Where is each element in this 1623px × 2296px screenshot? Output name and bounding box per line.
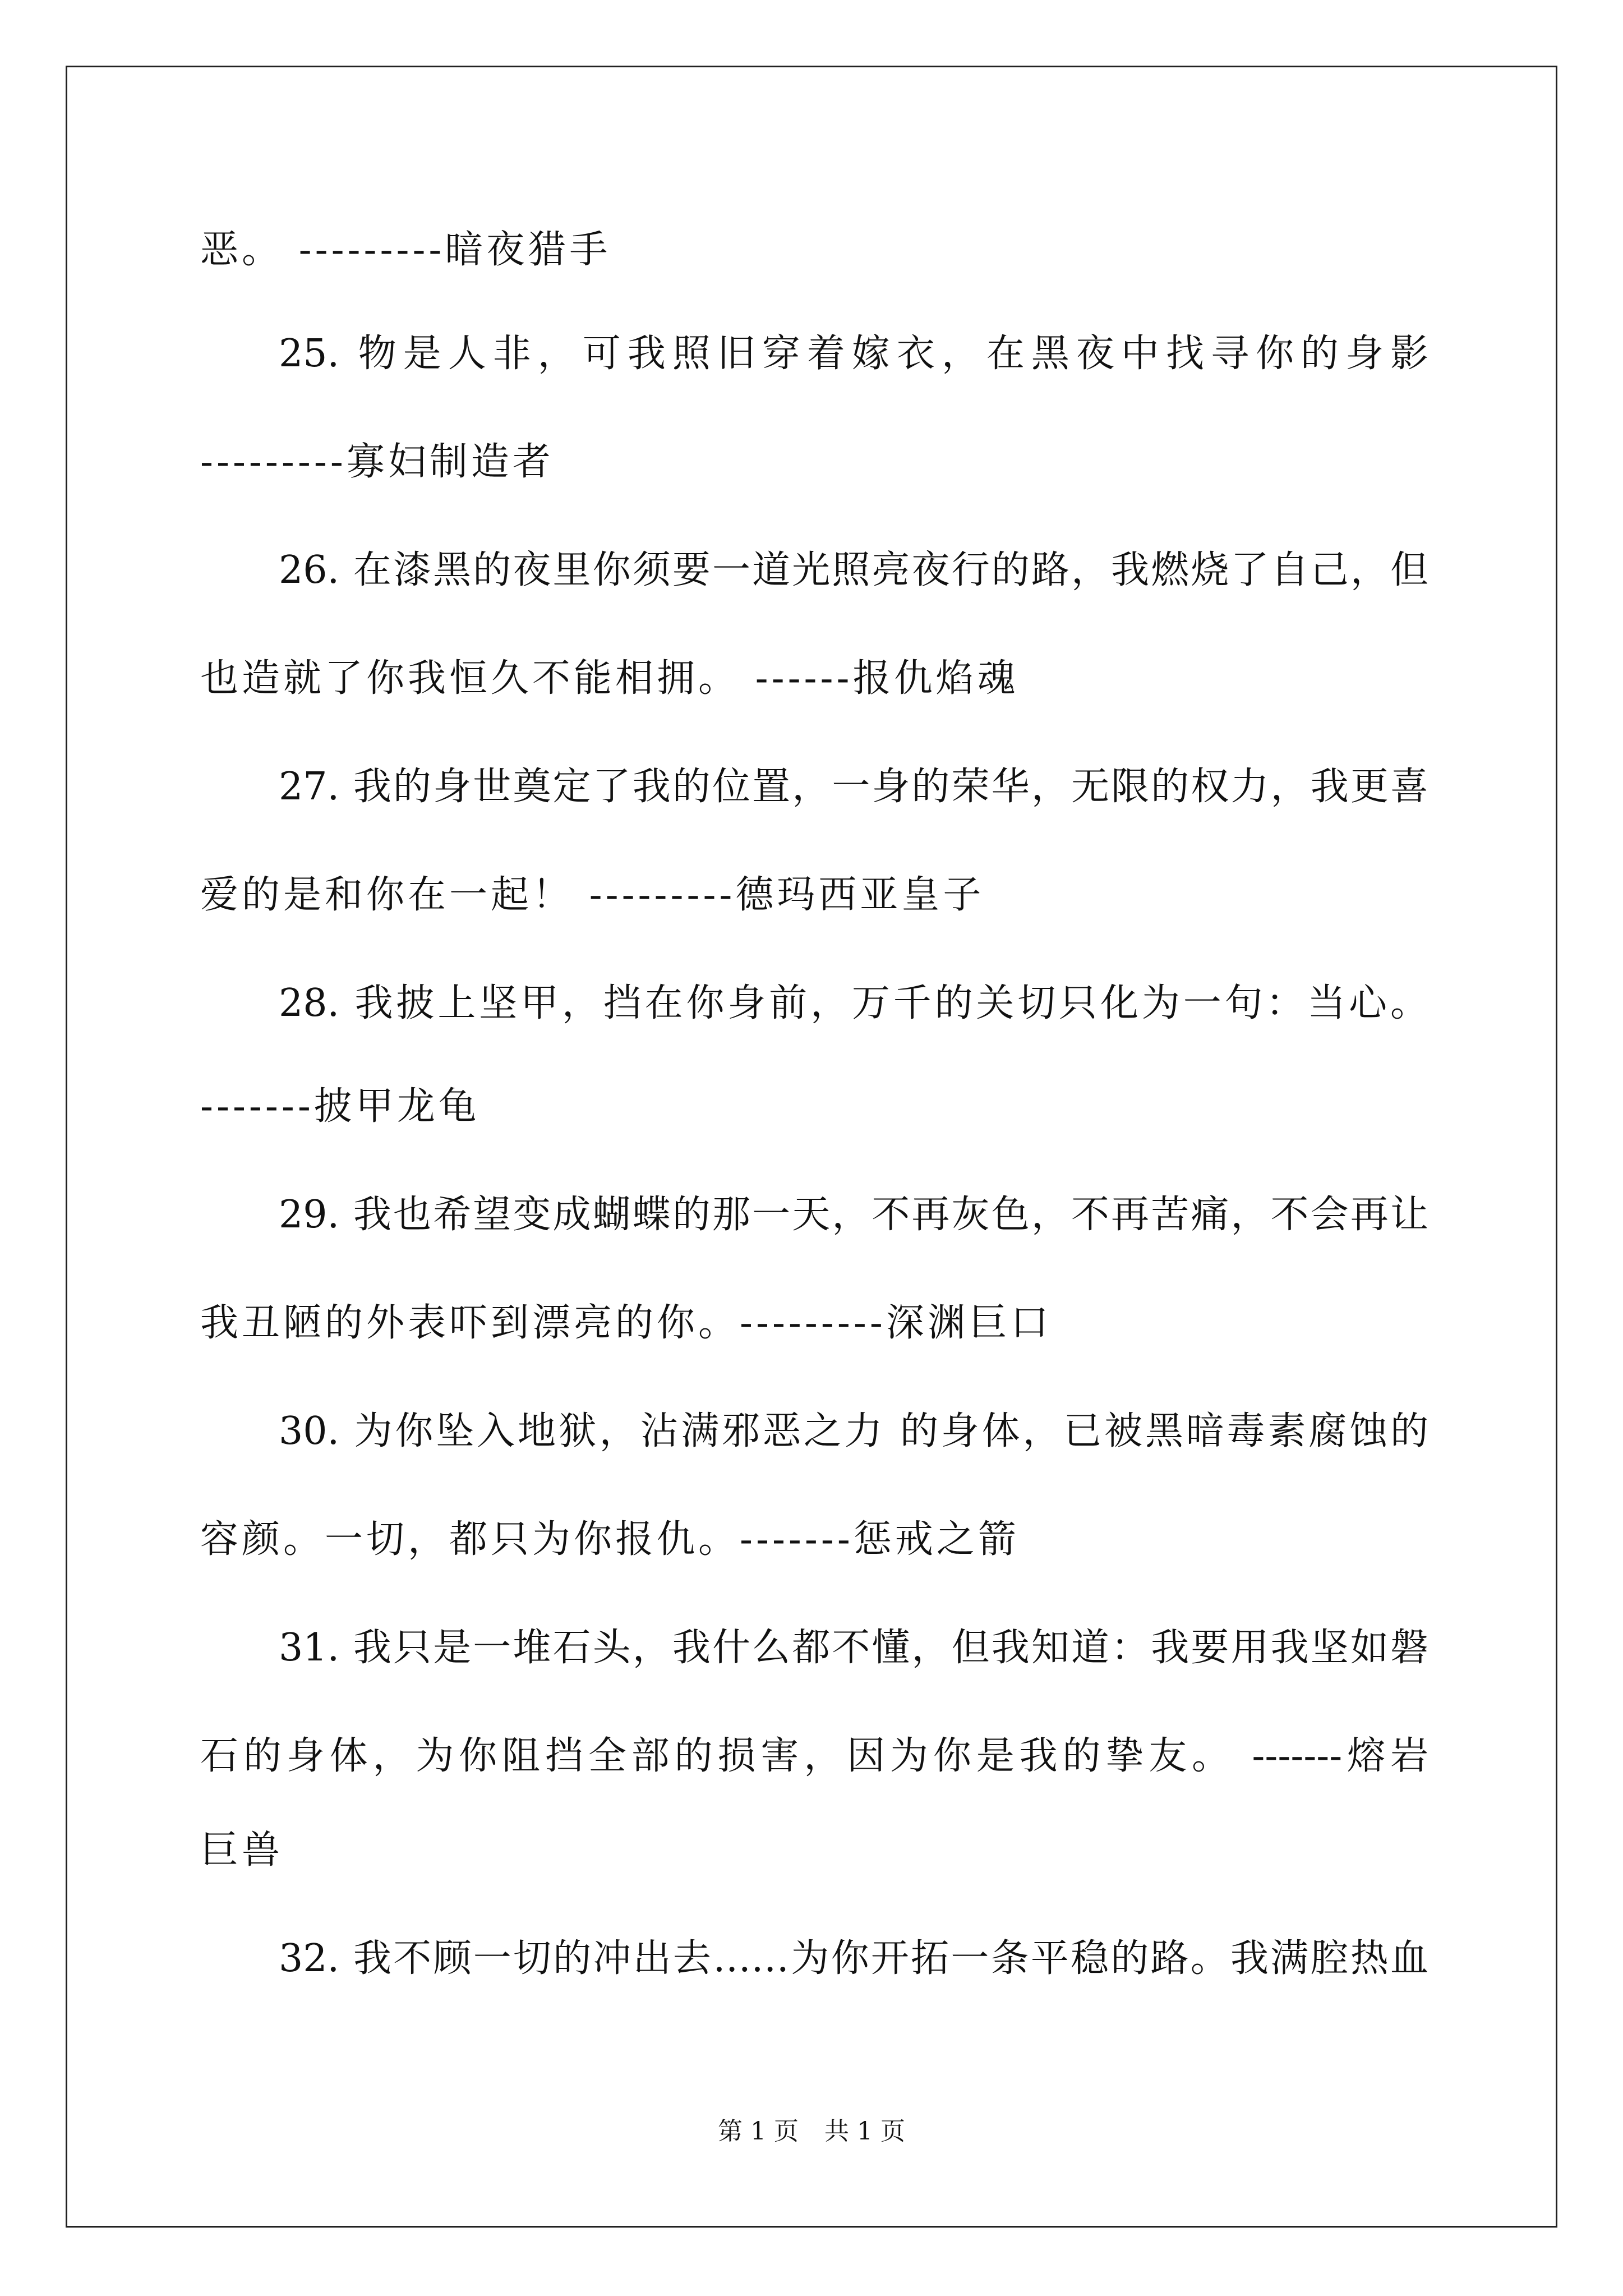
page-number-current: 第 1 页 [718, 2117, 799, 2146]
text-line-11: 我丑陋的外表吓到漂亮的你。---------深渊巨口 [200, 1301, 1052, 1345]
text-line-10: 29. 我也希望变成蝴蝶的那一天，不再灰色，不再苦痛，不会再让 [279, 1193, 1428, 1237]
text-line-13: 容颜。一切，都只为你报仇。-------惩戒之箭 [200, 1517, 1020, 1562]
page-number-total: 共 1 页 [824, 2117, 905, 2146]
text-line-14: 31. 我只是一堆石头，我什么都不懂，但我知道：我要用我坚如磐 [279, 1626, 1428, 1670]
page-footer [0, 2115, 1623, 2148]
text-line-8: 28. 我披上坚甲，挡在你身前，万千的关切只化为一句：当心。 [279, 981, 1428, 1025]
text-line-6: 27. 我的身世奠定了我的位置，一身的荣华，无限的权力，我更喜 [279, 765, 1428, 809]
text-line-5: 也造就了你我恒久不能相拥。 ------报仇焰魂 [200, 656, 1019, 701]
text-line-3: ---------寡妇制造者 [200, 440, 554, 484]
text-line-16: 巨兽 [200, 1828, 284, 1872]
text-line-4: 26. 在漆黑的夜里你须要一道光照亮夜行的路，我燃烧了自己，但 [279, 548, 1428, 592]
text-line-17: 32. 我不顾一切的冲出去……为你开拓一条平稳的路。我满腔热血 [279, 1936, 1428, 1981]
text-line-7: 爱的是和你在一起！ ---------德玛西亚皇子 [200, 873, 985, 917]
text-line-12: 30. 为你坠入地狱，沾满邪恶之力 的身体，已被黑暗毒素腐蚀的 [279, 1409, 1428, 1453]
text-line-9: -------披甲龙龟 [200, 1084, 480, 1129]
text-line-15: 石的身体，为你阻挡全部的损害，因为你是我的挚友。 -------熔岩 [200, 1734, 1428, 1778]
text-line-1: 恶。 ---------暗夜猎手 [200, 228, 611, 272]
text-line-2: 25. 物是人非，可我照旧穿着嫁衣，在黑夜中找寻你的身影 [279, 332, 1428, 376]
